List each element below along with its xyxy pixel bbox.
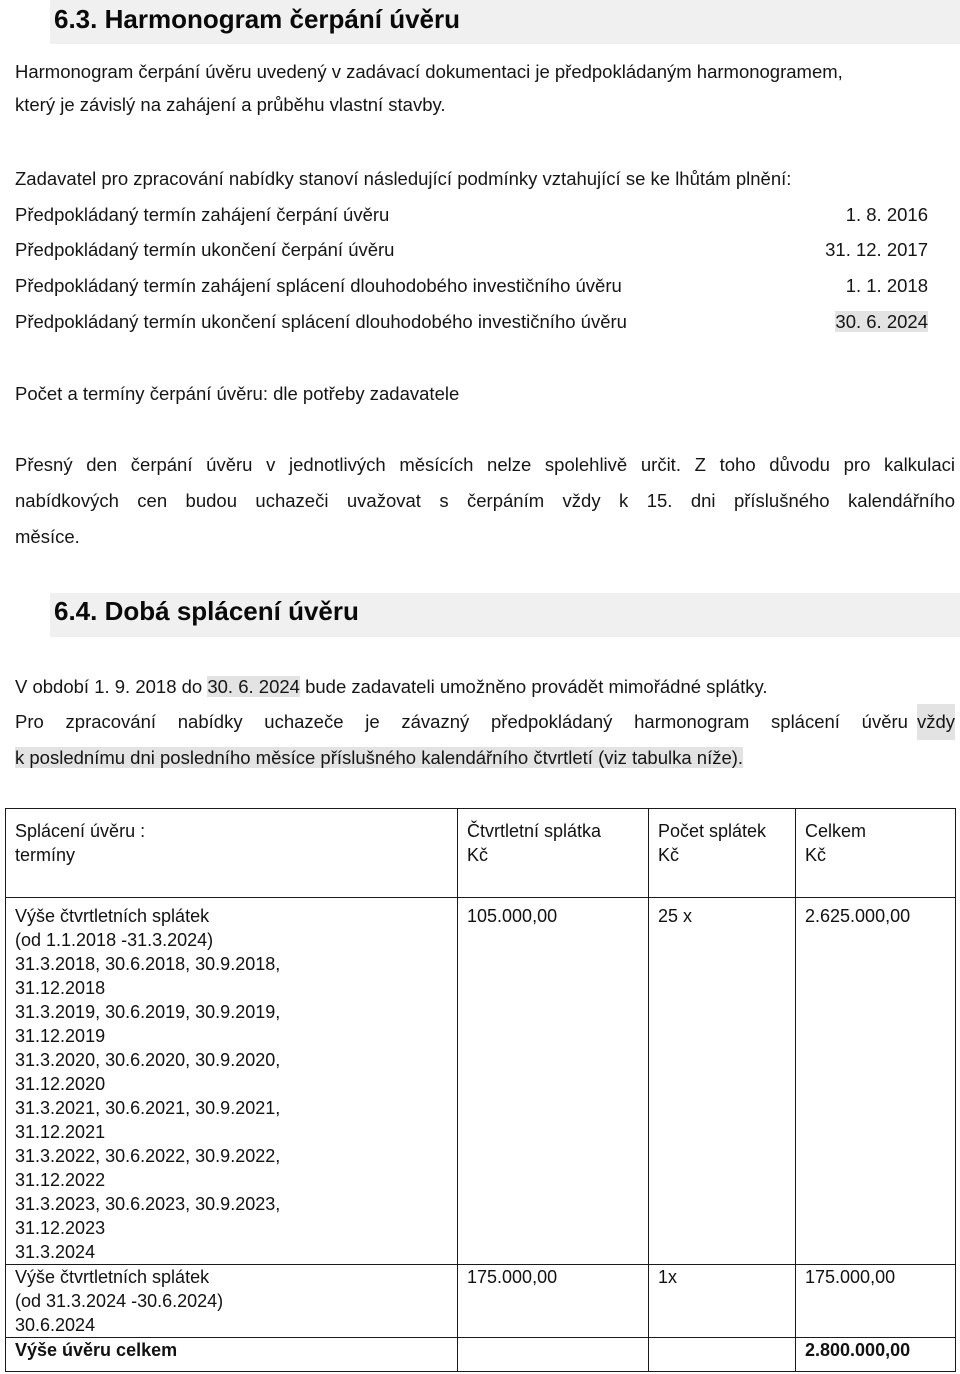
header-terms-line1: Splácení úvěru :	[15, 821, 146, 841]
row2-count: 1x	[649, 1265, 796, 1338]
intro-line-2: který je závislý na zahájení a průběhu vlastní stavby.	[15, 94, 446, 115]
table-total-row	[6, 1338, 956, 1372]
exact-day-line-3: měsíce.	[15, 526, 80, 547]
binding-line-1-end: vždy	[917, 704, 955, 740]
binding-line-2	[15, 740, 743, 776]
row1-terms-line: 31.12.2019	[15, 1026, 106, 1046]
row1-terms-line: 31.3.2019, 30.6.2019, 30.9.2019,	[15, 1002, 281, 1022]
row2-terms-line: (od 31.3.2024 -30.6.2024)	[15, 1291, 224, 1311]
period-date: 30. 6. 2024	[207, 676, 300, 697]
row1-terms-line: 31.3.2020, 30.6.2020, 30.9.2020,	[15, 1050, 281, 1070]
header-terms-line2: termíny	[15, 845, 76, 865]
header-installment-line2: Kč	[467, 845, 489, 865]
row1-total: 2.625.000,00	[796, 898, 956, 1265]
schedule-label-1: Předpokládaný termín zahájení čerpání úvěru	[15, 204, 390, 225]
row2-installment: 175.000,00	[458, 1265, 649, 1338]
row1-terms-line: 31.12.2022	[15, 1170, 106, 1190]
row1-terms	[6, 898, 458, 1265]
row1-terms-line: 31.12.2018	[15, 978, 106, 998]
row2-total: 175.000,00	[796, 1265, 956, 1338]
total-value: 2.800.000,00	[796, 1338, 956, 1372]
conditions-intro: Zadavatel pro zpracování nabídky stanoví následující podmínky vztahující se ke lhůtám plnění:	[15, 168, 792, 189]
row1-terms-line: 31.12.2020	[15, 1074, 106, 1094]
binding-line-1-main: Pro zpracování nabídky uchazeče je závazný předpokládaný harmonogram splácení úvěru	[15, 711, 908, 732]
schedule-label-3: Předpokládaný termín zahájení splácení dlouhodobého investičního úvěru	[15, 275, 622, 296]
total-empty-1	[458, 1338, 649, 1372]
exact-day-line-1: Přesný den čerpání úvěru v jednotlivých měsících nelze spolehlivě určit. Z toho důvodu pro kalkulaci	[15, 454, 955, 475]
binding-line-2-text: k poslednímu dni posledního měsíce příslušného kalendářního čtvrtletí (viz tabulka níže).	[15, 747, 744, 768]
schedule-date-4-highlight: 30. 6. 2024	[835, 311, 928, 332]
header-installment	[458, 809, 649, 898]
exact-day-line-2: nabídkových cen budou uchazeči uvažovat s čerpáním vždy k 15. dni příslušného kalendářního	[15, 490, 955, 511]
header-total-line2: Kč	[805, 845, 827, 865]
schedule-label-4: Předpokládaný termín ukončení splácení dlouhodobého investičního úvěru	[15, 311, 627, 332]
header-count-line1: Počet splátek	[658, 821, 767, 841]
schedule-date-4	[835, 304, 928, 340]
header-total-line1: Celkem	[805, 821, 867, 841]
row1-terms-line: (od 1.1.2018 -31.3.2024)	[15, 930, 214, 950]
section-title-6-3: 6.3. Harmonogram čerpání úvěru	[54, 4, 461, 34]
total-empty-2	[649, 1338, 796, 1372]
schedule-label-2: Předpokládaný termín ukončení čerpání úvěru	[15, 239, 395, 260]
period-line	[15, 669, 768, 705]
header-total	[796, 809, 956, 898]
row2-terms-line: 30.6.2024	[15, 1315, 96, 1335]
header-installment-line1: Čtvrtletní splátka	[467, 821, 602, 841]
header-count	[649, 809, 796, 898]
row1-terms-line: Výše čtvrtletních splátek	[15, 906, 210, 926]
row1-terms-line: 31.3.2023, 30.6.2023, 30.9.2023,	[15, 1194, 281, 1214]
row1-terms-line: 31.12.2021	[15, 1122, 106, 1142]
row1-count: 25 x	[649, 898, 796, 1265]
row1-terms-line: 31.3.2021, 30.6.2021, 30.9.2021,	[15, 1098, 281, 1118]
table-row	[6, 1265, 956, 1338]
table-header-row	[6, 809, 956, 898]
intro-line-1: Harmonogram čerpání úvěru uvedený v zadávací dokumentaci je předpokládaným harmonogramem,	[15, 61, 843, 82]
period-suffix: bude zadavateli umožněno provádět mimořádné splátky.	[299, 676, 768, 697]
total-label: Výše úvěru celkem	[6, 1338, 458, 1372]
row1-terms-line: 31.3.2024	[15, 1242, 96, 1262]
row2-terms-line: Výše čtvrtletních splátek	[15, 1267, 210, 1287]
drawing-count: Počet a termíny čerpání úvěru: dle potřeby zadavatele	[15, 383, 460, 404]
schedule-date-1: 1. 8. 2016	[845, 204, 928, 225]
header-count-line2: Kč	[658, 845, 680, 865]
row1-terms-line: 31.3.2022, 30.6.2022, 30.9.2022,	[15, 1146, 281, 1166]
schedule-date-3: 1. 1. 2018	[845, 275, 928, 296]
section-title-6-4: 6.4. Dobá splácení úvěru	[54, 596, 359, 626]
row1-terms-line: 31.12.2023	[15, 1218, 106, 1238]
row1-terms-line: 31.3.2018, 30.6.2018, 30.9.2018,	[15, 954, 281, 974]
row2-terms	[6, 1265, 458, 1338]
header-terms	[6, 809, 458, 898]
schedule-date-2: 31. 12. 2017	[825, 239, 928, 260]
binding-line-1	[15, 704, 955, 740]
table-row	[6, 898, 956, 1265]
row1-installment: 105.000,00	[458, 898, 649, 1265]
period-prefix: V období 1. 9. 2018 do	[15, 676, 208, 697]
repayment-table	[5, 808, 956, 1372]
